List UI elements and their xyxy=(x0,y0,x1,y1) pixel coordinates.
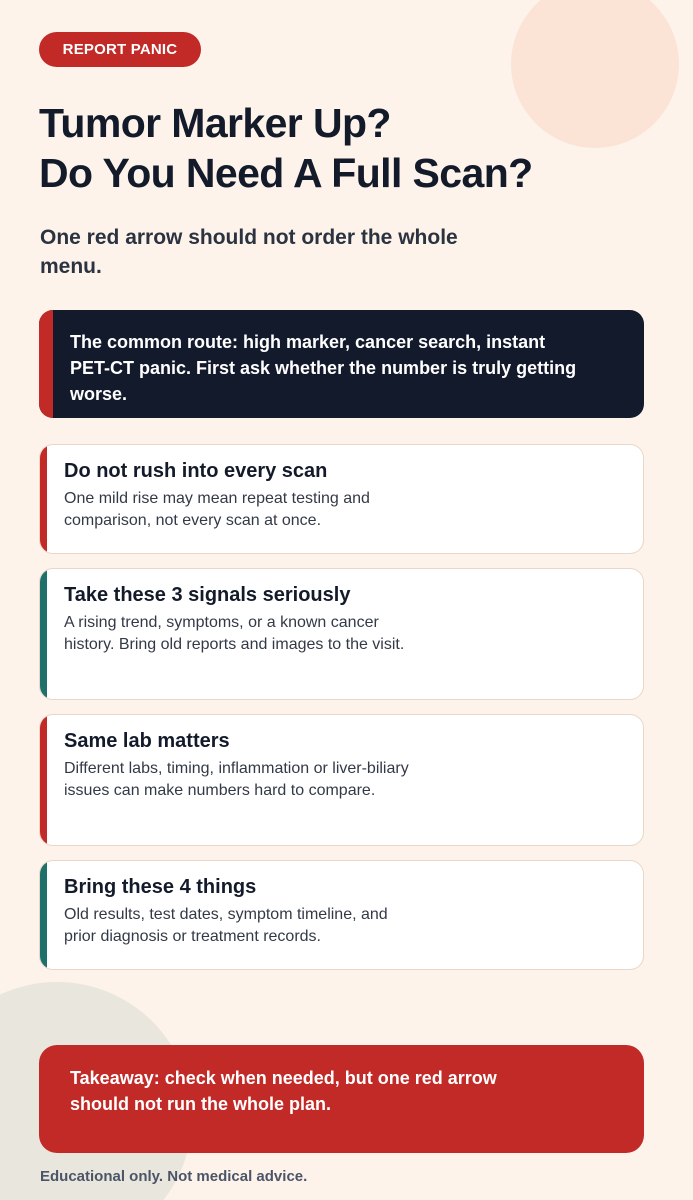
takeaway-text: Takeaway: check when needed, but one red arrow should not run the whole plan. xyxy=(70,1068,497,1114)
callout-text: The common route: high marker, cancer search, instant PET-CT panic. First ask whether the number is truly getting worse. xyxy=(70,332,577,404)
callout-box xyxy=(39,310,644,418)
card-body: Different labs, timing, inflammation or liver-biliary issues can make numbers hard to compare. xyxy=(64,760,409,799)
takeaway-box xyxy=(39,1045,644,1153)
card-heading: Do not rush into every scan xyxy=(64,460,328,482)
card-bring-four-things xyxy=(39,860,644,970)
card-heading: Same lab matters xyxy=(64,730,230,752)
card-accent-bar xyxy=(40,569,47,699)
page-title-line-2: Do You Need A Full Scan? xyxy=(39,150,533,196)
card-heading: Take these 3 signals seriously xyxy=(64,584,351,606)
report-panic-badge: REPORT PANIC xyxy=(39,32,201,67)
card-accent-bar xyxy=(40,861,47,969)
card-heading: Bring these 4 things xyxy=(64,876,257,898)
card-accent-bar xyxy=(40,715,47,845)
page-title xyxy=(39,98,659,198)
callout-accent-bar xyxy=(39,310,53,418)
card-body: Old results, test dates, symptom timeline, and prior diagnosis or treatment records. xyxy=(64,906,388,945)
subtitle: One red arrow should not order the whole menu. xyxy=(40,226,458,278)
card-no-rush xyxy=(39,444,644,554)
disclaimer-footer: Educational only. Not medical advice. xyxy=(40,1168,308,1185)
card-body: A rising trend, symptoms, or a known cancer history. Bring old reports and images to the visit. xyxy=(64,614,405,653)
page-title-line-1: Tumor Marker Up? xyxy=(39,100,391,146)
card-accent-bar xyxy=(40,445,47,553)
card-three-signals xyxy=(39,568,644,700)
card-same-lab xyxy=(39,714,644,846)
card-body: One mild rise may mean repeat testing and comparison, not every scan at once. xyxy=(64,490,370,529)
